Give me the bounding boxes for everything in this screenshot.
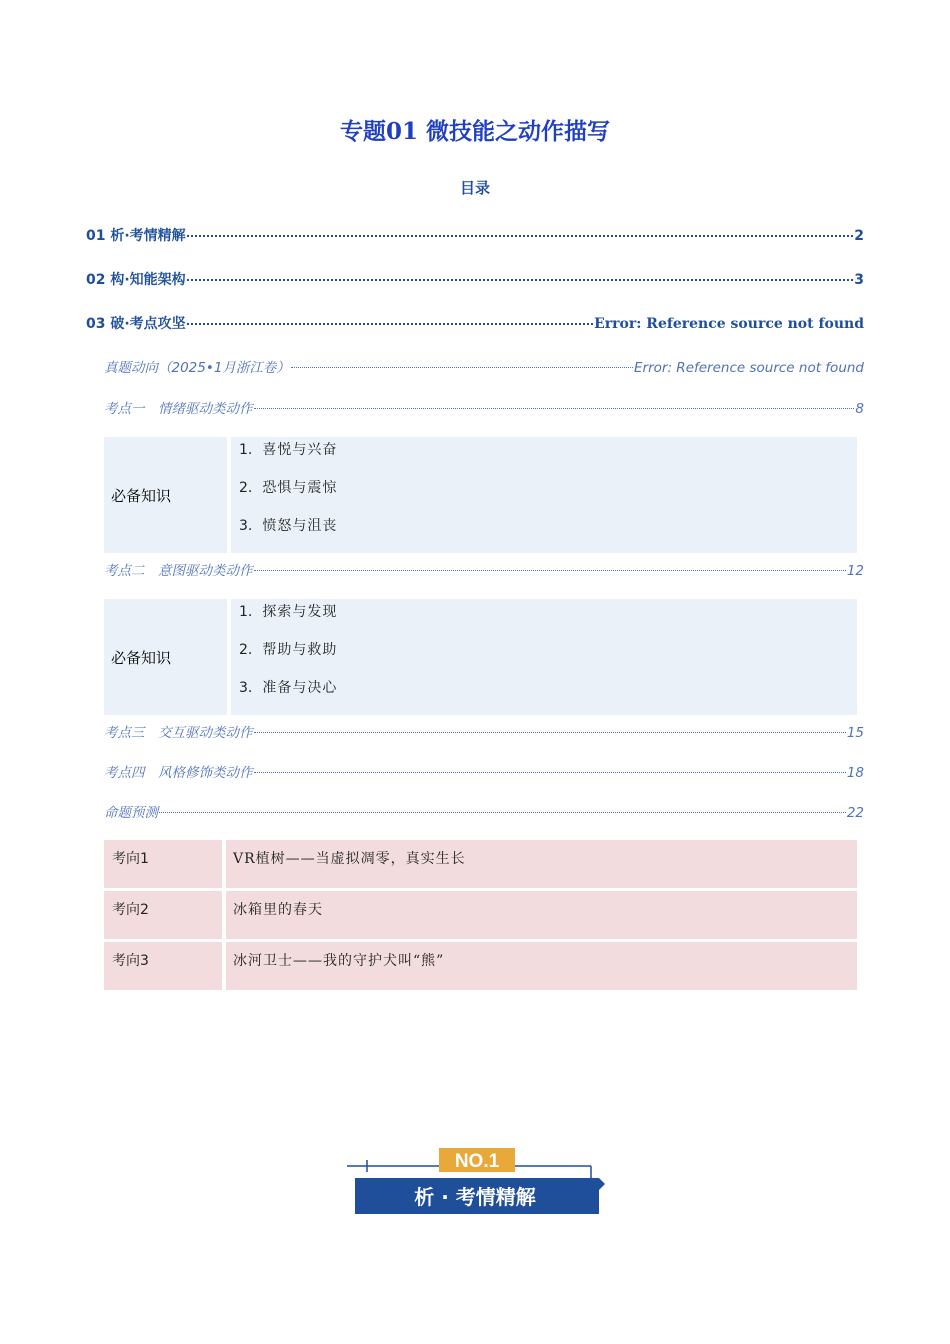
toc-label: 03 破·考点攻坚	[86, 316, 186, 332]
knowledge-list	[231, 599, 857, 715]
direction-text: 冰河卫士——我的守护犬叫“熊”	[226, 942, 857, 990]
toc-leader	[254, 759, 846, 774]
toc-leader	[187, 309, 593, 325]
section-banner	[345, 1146, 607, 1218]
table-row	[104, 840, 857, 888]
toc-leader	[187, 265, 854, 281]
toc-page: 8	[855, 401, 864, 417]
toc-leader	[254, 395, 855, 410]
toc-entry-real-exam[interactable]	[104, 356, 864, 376]
toc-entry-point-3[interactable]	[104, 721, 864, 741]
toc-leader	[254, 557, 846, 572]
knowledge-item: 3. 愤怒与沮丧	[239, 518, 338, 534]
toc-page: 3	[854, 272, 864, 288]
toc-leader	[187, 221, 854, 237]
knowledge-label: 必备知识	[104, 599, 227, 715]
toc-entry-prediction[interactable]	[104, 801, 864, 821]
toc-leader	[291, 354, 633, 369]
toc-label: 考点二 意图驱动类动作	[104, 563, 253, 579]
knowledge-item: 2. 恐惧与震惊	[239, 480, 338, 496]
page-title: 专题01 微技能之动作描写	[339, 118, 610, 145]
toc-page: Error: Reference source not found	[634, 360, 864, 376]
table-row	[104, 942, 857, 990]
toc-label: 考点三 交互驱动类动作	[104, 725, 253, 741]
toc-page: 18	[846, 765, 864, 781]
toc-page: Error: Reference source not found	[594, 316, 864, 332]
direction-label: 考向2	[104, 891, 222, 939]
direction-text: 冰箱里的春天	[226, 891, 857, 939]
toc-page: 12	[846, 563, 864, 579]
toc-entry-point-2[interactable]	[104, 559, 864, 579]
toc-entry-point-1[interactable]	[104, 397, 864, 417]
table-row	[104, 891, 857, 939]
knowledge-item: 1. 探索与发现	[239, 604, 338, 620]
banner-tip	[599, 1178, 605, 1190]
knowledge-list	[231, 437, 857, 553]
toc-page: 2	[854, 228, 864, 244]
direction-text: VR植树——当虚拟凋零，真实生长	[226, 840, 857, 888]
toc-page: 15	[846, 725, 864, 741]
banner-badge-text: NO.1	[454, 1151, 500, 1172]
toc-heading: 目录	[459, 179, 490, 197]
knowledge-box	[104, 437, 857, 553]
toc-leader	[159, 799, 846, 814]
toc-label: 01 析·考情精解	[86, 228, 186, 244]
toc-entry-analysis[interactable]	[86, 224, 864, 245]
toc-label: 考点四 风格修饰类动作	[104, 765, 253, 781]
knowledge-item: 3. 准备与决心	[239, 680, 338, 696]
knowledge-label: 必备知识	[104, 437, 227, 553]
direction-table	[104, 840, 857, 993]
toc-entry-point-4[interactable]	[104, 761, 864, 781]
knowledge-item: 1. 喜悦与兴奋	[239, 442, 338, 458]
toc-label: 命题预测	[104, 805, 158, 821]
direction-label: 考向1	[104, 840, 222, 888]
toc-label: 02 构·知能架构	[86, 272, 186, 288]
toc-entry-breakthrough[interactable]	[86, 312, 864, 333]
knowledge-box	[104, 599, 857, 715]
toc-page: 22	[846, 805, 864, 821]
toc-label: 考点一 情绪驱动类动作	[104, 401, 253, 417]
knowledge-item: 2. 帮助与救助	[239, 642, 338, 658]
toc-label: 真题动向（2025•1月浙江卷）	[104, 360, 290, 376]
direction-label: 考向3	[104, 942, 222, 990]
toc-leader	[254, 719, 846, 734]
banner-text: 析 · 考情精解	[414, 1185, 536, 1209]
toc-entry-framework[interactable]	[86, 268, 864, 289]
